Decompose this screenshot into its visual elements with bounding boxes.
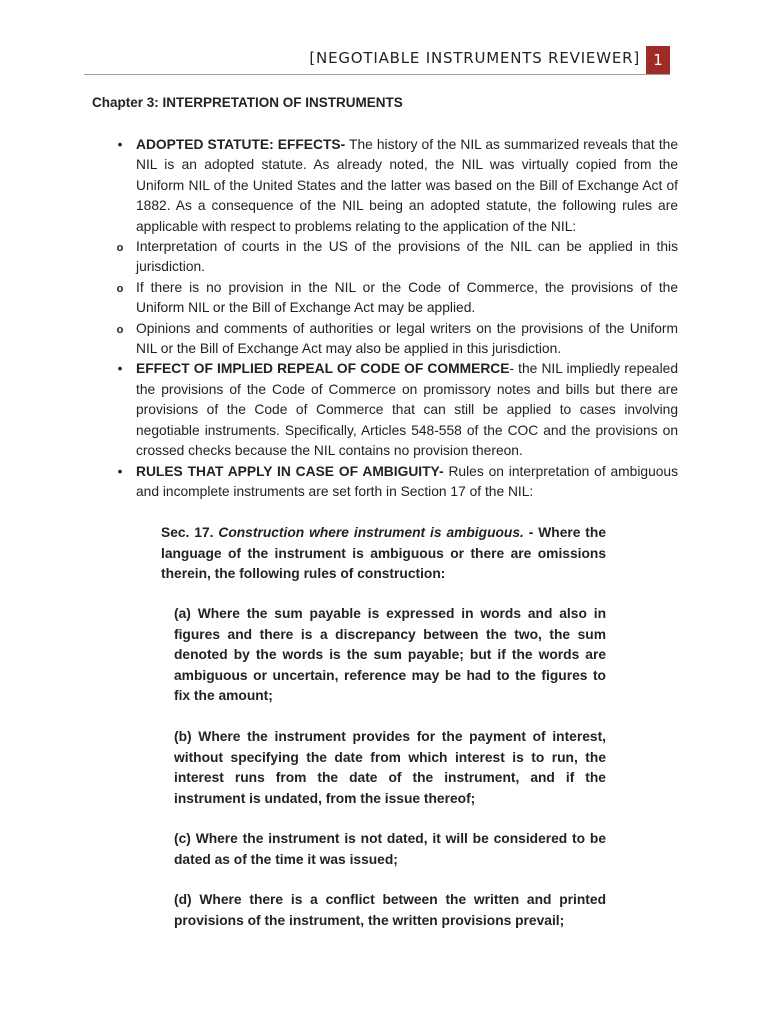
rule-d: (d) Where there is a conflict between the written and printed provisions of the instrument, the written provisions prevail; xyxy=(174,892,606,928)
bullet-list xyxy=(112,135,678,502)
list-item-adopted-statute xyxy=(112,135,678,237)
item-lead: ADOPTED STATUTE: EFFECTS- xyxy=(136,137,346,152)
bullet-icon: • xyxy=(117,463,123,479)
list-item-implied-repeal xyxy=(112,359,678,461)
section-intro: - Where the language of the instrument is ambiguous or there are omissions therein, the following rules of construction: xyxy=(161,525,606,582)
item-text: Opinions and comments of authorities or legal writers on the provisions of the Uniform NIL or the Bill of Exchange Act may also be applied in this jurisdiction. xyxy=(136,320,678,357)
section-number: Sec. 17. xyxy=(161,525,219,540)
bullet-icon: • xyxy=(117,137,123,152)
chapter-title: Chapter 3: INTERPRETATION OF INSTRUMENTS xyxy=(92,95,403,110)
header-title: [NEGOTIABLE INSTRUMENTS REVIEWER] xyxy=(309,49,640,67)
section-17-quote xyxy=(161,523,606,585)
item-text: - the NIL impliedly repealed the provisions of the Code of Commerce on promissory notes and bills but there are provisions of the Code of Commerce that can still be applied to cases involving negotiable instruments. Specifically, Articles 548-558 of the COC and the provisions on crossed checks because the NIL contains no provision thereon. xyxy=(136,361,678,459)
rule-a: (a) Where the sum payable is expressed in words and also in figures and there is a discrepancy between the two, the sum denoted by the words is the sum payable; but if the words are ambiguous or uncertain, reference may be had to the figures to fix the amount; xyxy=(174,606,606,704)
item-text: Rules on interpretation of ambiguous and incomplete instruments are set forth in Section 17 of the NIL: xyxy=(136,463,678,499)
sub-bullet-icon: o xyxy=(116,242,124,255)
page-number-badge: 1 xyxy=(646,46,670,74)
item-text: If there is no provision in the NIL or the Code of Commerce, the provisions of the Uniform NIL or the Bill of Exchange Act may be applied. xyxy=(136,279,678,316)
list-item-ambiguity xyxy=(112,462,678,503)
item-lead: EFFECT OF IMPLIED REPEAL OF CODE OF COMMERCE xyxy=(136,361,510,377)
bullet-icon: • xyxy=(117,361,123,377)
section-heading: Construction where instrument is ambiguous. xyxy=(218,525,524,540)
sub-bullet-icon: o xyxy=(116,323,124,336)
rule-b: (b) Where the instrument provides for the payment of interest, without specifying the date from which interest is to run, the interest runs from the date of the instrument, and if the instrument is undated, from the issue thereof; xyxy=(174,729,606,806)
list-subitem-no-provision xyxy=(112,278,678,319)
sub-bullet-icon: o xyxy=(116,282,124,295)
item-text: Interpretation of courts in the US of the provisions of the NIL can be applied in this jurisdiction. xyxy=(136,239,678,275)
list-subitem-us-courts xyxy=(112,237,678,278)
item-text: The history of the NIL as summarized reveals that the NIL is an adopted statute. As already noted, the NIL was virtually copied from the Uniform NIL of the United States and the latter was based on the Bill of Exchange Act of 1882. As a consequence of the NIL being an adopted statute, the following rules are applicable with respect to problems relating to the application of the NIL: xyxy=(136,137,679,234)
rule-c: (c) Where the instrument is not dated, it will be considered to be dated as of the time it was issued; xyxy=(174,831,606,867)
item-lead: RULES THAT APPLY IN CASE OF AMBIGUITY- xyxy=(136,463,444,479)
page-header xyxy=(84,46,670,75)
list-subitem-opinions xyxy=(112,319,678,360)
